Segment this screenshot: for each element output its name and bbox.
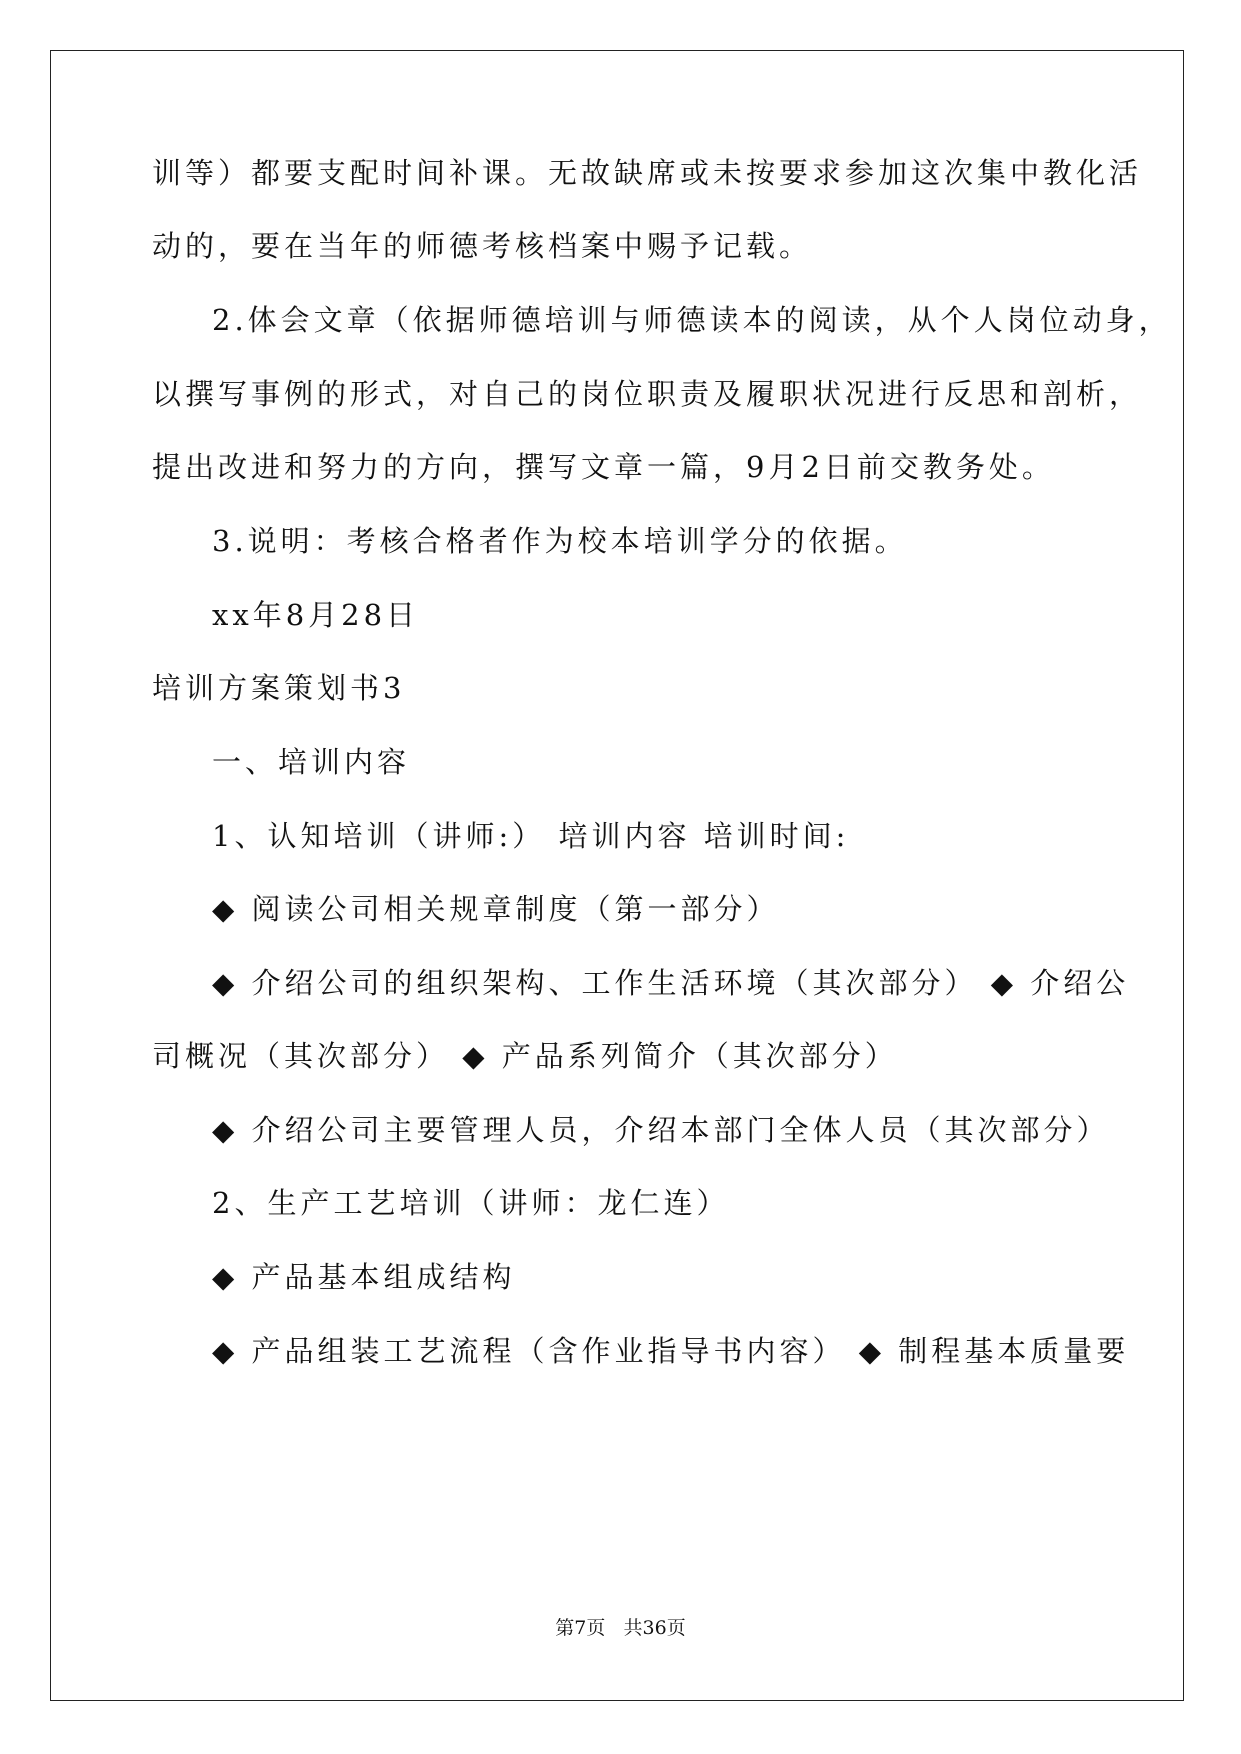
page-number: 第7页 [555,1617,606,1639]
body-text-line: 2.体会文章（依据师德培训与师德读本的阅读，从个人岗位动身， [212,303,1172,337]
body-text-line: 动的，要在当年的师德考核档案中赐予记载。 [152,229,813,263]
subsection-heading: 2、生产工艺培训（讲师：龙仁连） [212,1186,730,1220]
body-text-line: 训等）都要支配时间补课。无故缺席或未按要求参加这次集中教化活 [152,156,1143,190]
page-total: 共36页 [623,1617,686,1639]
section-heading: 一、培训内容 [212,745,411,779]
body-text-line: 3.说明：考核合格者作为校本培训学分的依据。 [212,524,908,558]
bullet-item: ◆ 阅读公司相关规章制度（第一部分） [212,892,780,926]
bullet-item: ◆ 介绍公司的组织架构、工作生活环境（其次部分） ◆ 介绍公 [212,966,1130,1000]
page-frame [50,50,1184,1701]
date-line: xx年8月28日 [212,598,420,632]
section-title: 培训方案策划书3 [152,671,406,705]
bullet-item-continued: 司概况（其次部分） ◆ 产品系列简介（其次部分） [152,1039,898,1073]
page-footer [0,1616,1241,1640]
body-text-line: 提出改进和努力的方向，撰写文章一篇，9月2日前交教务处。 [152,450,1055,484]
bullet-item: ◆ 产品基本组成结构 [212,1260,516,1294]
bullet-item: ◆ 产品组装工艺流程（含作业指导书内容） ◆ 制程基本质量要 [212,1334,1130,1368]
bullet-item: ◆ 介绍公司主要管理人员，介绍本部门全体人员（其次部分） [212,1113,1110,1147]
subsection-heading: 1、认知培训（讲师:） 培训内容 培训时间: [212,819,850,853]
body-text-line: 以撰写事例的形式，对自己的岗位职责及履职状况进行反思和剖析， [152,377,1143,411]
